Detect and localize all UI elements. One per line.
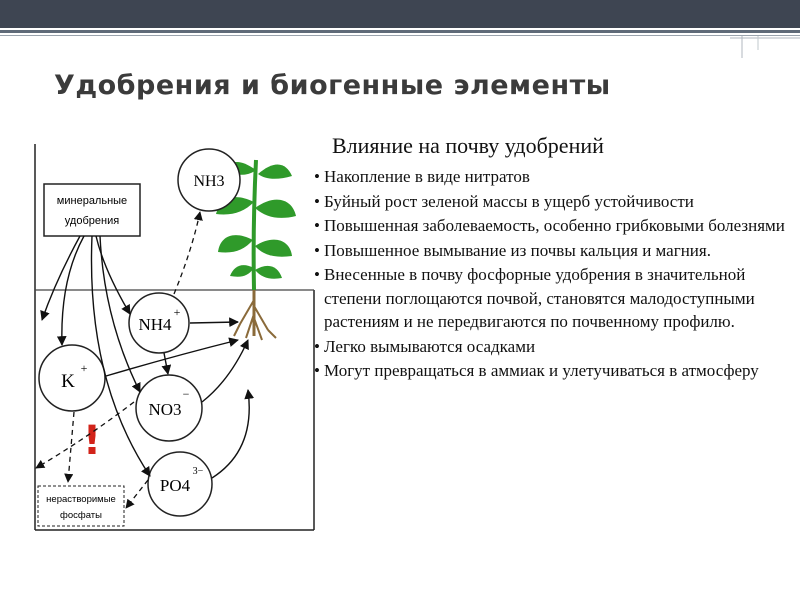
list-item	[308, 165, 788, 189]
mineral-fertilizer-label-1: минеральные	[56, 195, 128, 207]
nh3-label: NH3	[193, 173, 225, 190]
list-item-text: Накопление в виде нитратов	[324, 167, 530, 186]
header-band	[0, 0, 800, 28]
section-subtitle: Влияние на почву удобрений	[332, 133, 604, 158]
list-item-text: Буйный рост зеленой массы в ущерб устойчивости	[324, 191, 694, 211]
list-item	[308, 335, 788, 359]
insoluble-phosphates-label-2: фосфаты	[60, 510, 102, 521]
list-item	[308, 190, 788, 214]
arrow-mineral-to-left	[42, 236, 80, 320]
list-item-text: Легко вымываются осадками	[324, 336, 536, 356]
bullet-icon: •	[314, 240, 320, 260]
mineral-fertilizer-box	[44, 184, 140, 236]
nh4-label: NH4	[138, 315, 172, 334]
arrow-po4-to-insoluble	[126, 480, 148, 508]
arrow-nh4-to-roots	[190, 322, 238, 323]
bullet-icon: •	[314, 216, 320, 235]
bullet-icon: •	[314, 191, 320, 211]
arrow-nh4-to-no3	[164, 353, 168, 374]
bullet-icon: •	[314, 336, 320, 356]
list-item	[308, 239, 788, 263]
insoluble-phosphates-label-1: нерастворимые	[46, 494, 116, 505]
arrow-nh4-to-nh3	[174, 212, 200, 294]
bullet-icon: •	[314, 265, 320, 284]
nh4-charge: +	[173, 305, 181, 319]
fertilizer-diagram	[34, 140, 316, 532]
no3-label: NO3	[148, 400, 182, 419]
k-charge: +	[80, 361, 88, 375]
list-item-text: Внесенные в почву фосфорные удобрения в значительной степени поглощаются почвой, становятся малодоступными растениям и не передвигаются по почвенному профилю.	[324, 265, 755, 331]
list-item-text: Повышенная заболеваемость, особенно грибковыми болезнями	[324, 216, 785, 235]
po4-label: PO4	[159, 476, 191, 495]
bullet-icon: •	[314, 361, 320, 380]
bullet-icon: •	[314, 167, 320, 186]
arrow-insoluble-from-k	[68, 412, 74, 482]
list-item-text: Повышенное вымывание из почвы кальция и магния.	[324, 240, 711, 260]
list-item	[308, 214, 788, 238]
arrow-no3-to-roots	[202, 340, 248, 402]
slide-title: Удобрения и биогенные элементы	[54, 70, 611, 101]
corner-decoration	[730, 36, 800, 58]
no3-charge: −	[182, 387, 190, 401]
header-rule-thin	[0, 35, 800, 36]
po4-charge: 3−	[192, 466, 204, 477]
bullet-list	[308, 165, 788, 383]
arrow-po4-to-roots	[212, 390, 249, 478]
content-panel	[308, 133, 788, 384]
header-rule	[0, 30, 800, 33]
list-item	[308, 263, 788, 334]
list-item	[308, 359, 788, 383]
warning-mark: !	[82, 418, 102, 464]
mineral-fertilizer-label-2: удобрения	[64, 215, 120, 227]
list-item-text: Могут превращаться в аммиак и улетучиваться в атмосферу	[324, 361, 759, 380]
k-label: K	[61, 371, 75, 392]
